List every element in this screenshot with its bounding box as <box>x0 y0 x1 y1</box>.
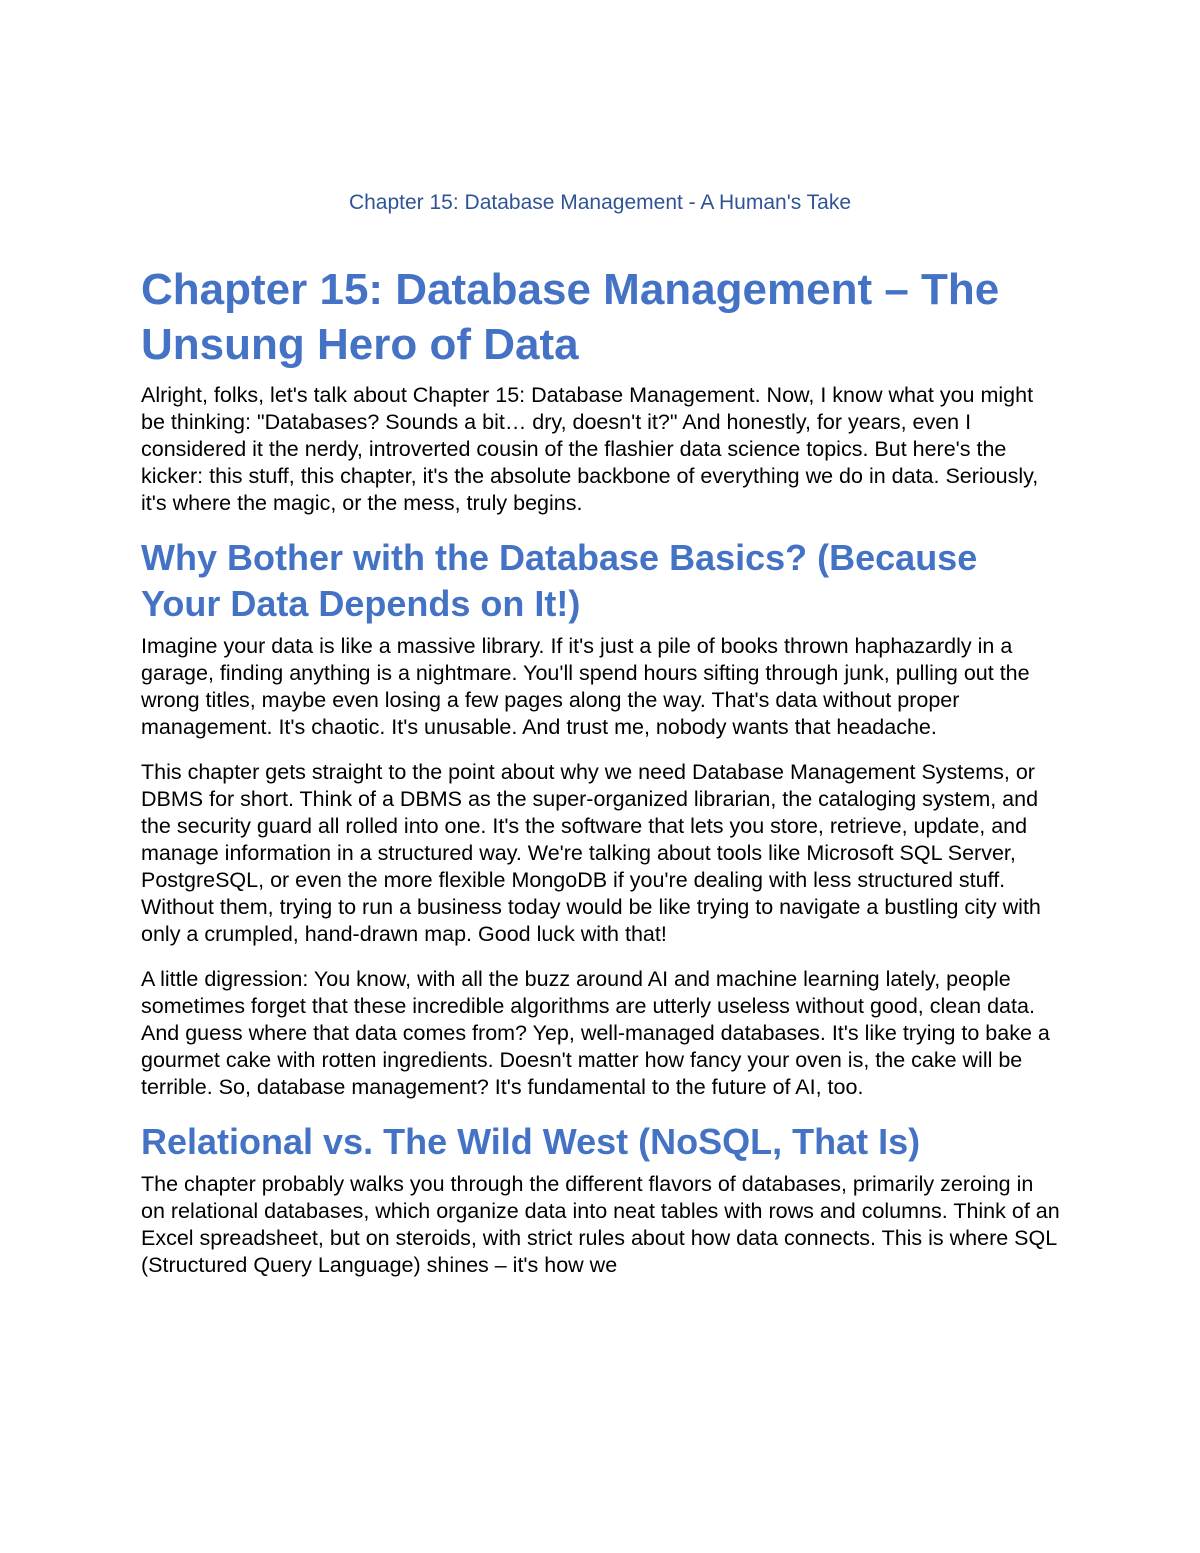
section-heading-relational: Relational vs. The Wild West (NoSQL, That Is) <box>141 1121 921 1162</box>
section-heading-why-bother: Why Bother with the Database Basics? (Because Your Data Depends on It!) <box>141 537 978 624</box>
body-paragraph: Imagine your data is like a massive library. If it's just a pile of books thrown haphazardly in a garage, finding anything is a nightmare. You'll spend hours sifting through junk, pulling out the wrong titles, maybe even losing a few pages along the way. That's data without proper management. It's chaotic. It's unusable. And trust me, nobody wants that headache. <box>141 634 1030 739</box>
document-title: Chapter 15: Database Management – The Unsung Hero of Data <box>141 265 1000 369</box>
running-header: Chapter 15: Database Management - A Human's Take <box>348 191 852 214</box>
body-paragraph: The chapter probably walks you through the different flavors of databases, primarily zeroing in on relational databases, which organize data into neat tables with rows and columns. Think of an Excel spreadsheet, but on steroids, with strict rules about how data connects. This is where SQL (Structured Query Language) shines – it's how we <box>141 1172 1060 1277</box>
body-paragraph: A little digression: You know, with all the buzz around AI and machine learning lately, people sometimes forget that these incredible algorithms are utterly useless without good, clean data. And guess where that data comes from? Yep, well-managed databases. It's like trying to bake a gourmet cake with rotten ingredients. Doesn't matter how fancy your oven is, the cake will be terrible. So, database management? It's fundamental to the future of AI, too. <box>141 967 1050 1099</box>
intro-paragraph: Alright, folks, let's talk about Chapter 15: Database Management. Now, I know what you might be thinking: "Databases? Sounds a bit… dry, doesn't it?" And honestly, for years, even I considered it the nerdy, introverted cousin of the flashier data science topics. But here's the kicker: this stuff, this chapter, it's the absolute backbone of everything we do in data. Seriously, it's where the magic, or the mess, truly begins. <box>141 383 1039 515</box>
document-body <box>141 262 1061 1297</box>
body-paragraph: This chapter gets straight to the point about why we need Database Management Systems, or DBMS for short. Think of a DBMS as the super-organized librarian, the cataloging system, and the security guard all rolled into one. It's the software that lets you store, retrieve, update, and manage information in a structured way. We're talking about tools like Microsoft SQL Server, PostgreSQL, or even the more flexible MongoDB if you're dealing with less structured stuff. Without them, trying to run a business today would be like trying to navigate a bustling city with only a crumpled, hand-drawn map. Good luck with that! <box>141 760 1041 946</box>
